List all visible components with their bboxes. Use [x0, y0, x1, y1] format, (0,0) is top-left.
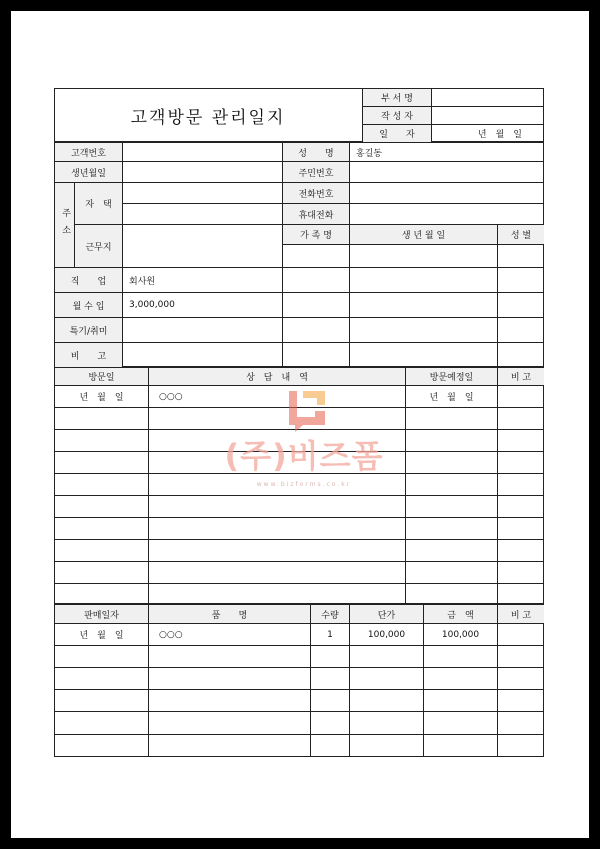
name-label: 성 명 [283, 143, 349, 161]
birth-date-field[interactable] [123, 162, 282, 182]
quantity-cell[interactable]: 1 [327, 629, 333, 640]
quantity-header: 수량 [311, 605, 349, 623]
job-label: 직 업 [55, 268, 122, 292]
birth-date-label: 생년월일 [55, 162, 122, 182]
next-visit-cell[interactable]: 년 월 일 [429, 393, 474, 403]
hobby-field[interactable] [123, 318, 282, 342]
approval-writer-label: 작 성 자 [363, 107, 431, 124]
income-label: 월 수 입 [55, 293, 122, 317]
watermark-brand: (주)비즈폼 [224, 437, 384, 475]
family-gender-header: 성 별 [498, 225, 544, 244]
visit-date-header: 방문일 [55, 368, 148, 385]
id-number-field[interactable] [350, 162, 544, 182]
approval-date-value[interactable]: 년 월 일 [477, 130, 522, 140]
sales-date-header: 판매일자 [55, 605, 148, 623]
family-birth-header: 생 년 월 일 [350, 225, 497, 244]
item-name-header: 품 명 [149, 605, 310, 623]
approval-writer-value[interactable] [432, 107, 544, 124]
home-address-label: 자 택 [75, 183, 122, 224]
id-number-label: 주민번호 [283, 162, 349, 182]
work-address-label: 근무지 [75, 225, 122, 267]
hobby-label: 특기/취미 [55, 318, 122, 342]
name-field[interactable]: 홍길동 [356, 148, 383, 159]
unit-price-cell[interactable]: 100,000 [367, 629, 406, 640]
consult-content-header: 상 담 내 역 [149, 368, 405, 385]
amount-cell[interactable]: 100,000 [441, 629, 480, 640]
amount-header: 금 액 [424, 605, 497, 623]
unit-price-header: 단가 [350, 605, 423, 623]
home-address-field[interactable] [123, 183, 282, 224]
bizforms-logo-icon [281, 389, 333, 433]
item-name-cell[interactable]: ○○○ [159, 629, 183, 640]
work-address-field[interactable] [123, 225, 282, 267]
visit-date-cell[interactable]: 년 월 일 [79, 393, 124, 403]
income-field[interactable]: 3,000,000 [129, 300, 175, 310]
form-page [11, 11, 589, 838]
approval-dept-label: 부 서 명 [363, 89, 431, 106]
visit-note-header: 비 고 [498, 368, 544, 385]
page-title: 고객방문 관리일지 [130, 107, 286, 128]
customer-number-field[interactable] [123, 143, 282, 161]
phone-field[interactable] [350, 183, 544, 203]
next-visit-header: 방문예정일 [406, 368, 497, 385]
consult-content-cell[interactable]: ○○○ [159, 391, 183, 402]
sales-date-cell[interactable]: 년 월 일 [79, 631, 124, 641]
phone-label: 전화번호 [283, 183, 349, 203]
note-field[interactable] [123, 343, 282, 367]
customer-number-label: 고객번호 [55, 143, 122, 161]
sales-note-cell[interactable] [498, 624, 544, 645]
approval-dept-value[interactable] [432, 89, 544, 106]
job-field[interactable]: 회사원 [129, 276, 156, 287]
mobile-label: 휴대전화 [283, 204, 349, 224]
approval-date-label: 일 자 [363, 125, 431, 142]
address-group-label [55, 183, 74, 267]
address-group-text: 주소 [60, 208, 71, 242]
note-label: 비 고 [55, 343, 122, 367]
visit-note-cell[interactable] [498, 386, 544, 407]
family-name-header: 가 족 명 [283, 225, 349, 244]
sales-note-header: 비 고 [498, 605, 544, 623]
mobile-field[interactable] [350, 204, 544, 224]
watermark-tagline: www.bizforms.co.kr [256, 481, 352, 488]
